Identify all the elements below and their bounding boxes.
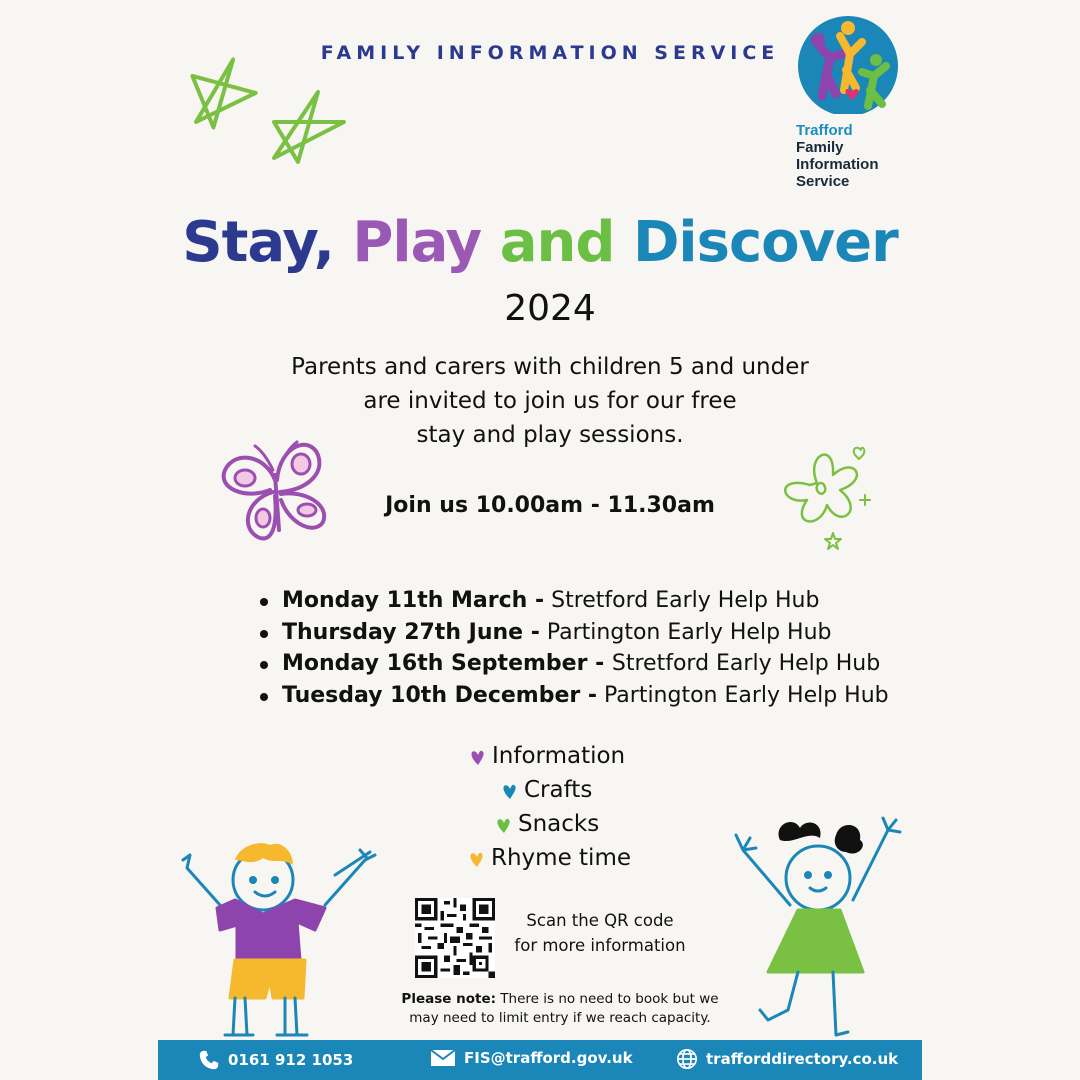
intro-line: are invited to join us for our free (363, 388, 737, 414)
logo-line: Service (796, 173, 850, 190)
logo-wordmark (796, 122, 916, 190)
girl-doodle (728, 810, 908, 1040)
feature-item (494, 811, 599, 837)
session-day: Monday 16th September - (282, 651, 612, 676)
boy-doodle (175, 830, 380, 1040)
title-word: Stay, (182, 210, 334, 275)
phone-number: 0161 912 1053 (228, 1051, 354, 1069)
heart-icon (500, 781, 520, 801)
session-place: Partington Early Help Hub (597, 682, 889, 708)
list-item (258, 617, 889, 649)
footer-website[interactable] (676, 1048, 898, 1070)
year: 2024 (504, 288, 596, 329)
email-icon (430, 1048, 456, 1068)
feature-label: Information (492, 743, 626, 769)
session-day: Tuesday 10th December - (282, 682, 598, 708)
heart-icon (467, 849, 487, 869)
star-icon (274, 92, 344, 162)
feature-item (468, 743, 625, 769)
title-word: and (499, 210, 615, 275)
qr-caption (500, 908, 700, 958)
globe-icon (676, 1048, 698, 1070)
note-text: There is no need to book but we may need to limit entry if we reach capacity. (409, 991, 719, 1026)
footer-email[interactable] (430, 1048, 633, 1068)
star-doodles (170, 50, 360, 170)
list-item (258, 680, 889, 712)
page-title (0, 210, 1080, 275)
sessions-list (258, 585, 889, 711)
title-word: Play (352, 210, 482, 275)
session-day: Thursday 27th June - (282, 619, 540, 645)
session-place: Partington Early Help Hub (539, 619, 832, 645)
phone-icon (198, 1048, 220, 1072)
qr-code[interactable] (415, 898, 495, 978)
footer-phone[interactable] (198, 1048, 353, 1072)
feature-label: Crafts (524, 777, 593, 803)
list-item (258, 585, 889, 617)
website-url: trafforddirectory.co.uk (706, 1050, 899, 1068)
butterfly-icon (215, 430, 340, 550)
session-day: Monday 11th March - (282, 588, 545, 613)
qr-caption-line: Scan the QR code (526, 911, 674, 930)
logo-line: Family (796, 139, 844, 156)
heart-icon (468, 747, 488, 767)
session-place: Stretford Early Help Hub (544, 588, 820, 613)
logo-line: Information (796, 156, 879, 173)
feature-label: Snacks (518, 811, 600, 837)
star-icon (186, 54, 260, 132)
logo-line: Trafford (796, 122, 853, 139)
footer-bar (158, 1040, 922, 1080)
feature-label: Rhyme time (491, 845, 631, 871)
booking-note (385, 990, 735, 1028)
feature-item (500, 777, 592, 803)
title-word: Discover (632, 210, 898, 275)
session-place: Stretford Early Help Hub (611, 651, 881, 676)
session-time: Join us 10.00am - 11.30am (385, 493, 715, 518)
list-item (258, 648, 889, 680)
intro-line: Parents and carers with children 5 and under (291, 354, 809, 380)
feature-item (467, 845, 631, 871)
note-label: Please note: (401, 991, 496, 1007)
intro-line: stay and play sessions. (416, 422, 684, 448)
qr-caption-line: for more information (514, 936, 686, 955)
email-address: FIS@trafford.gov.uk (464, 1049, 633, 1067)
heart-icon (494, 815, 514, 835)
org-heading: FAMILY INFORMATION SERVICE (320, 42, 780, 64)
trafford-fis-logo (790, 14, 910, 114)
